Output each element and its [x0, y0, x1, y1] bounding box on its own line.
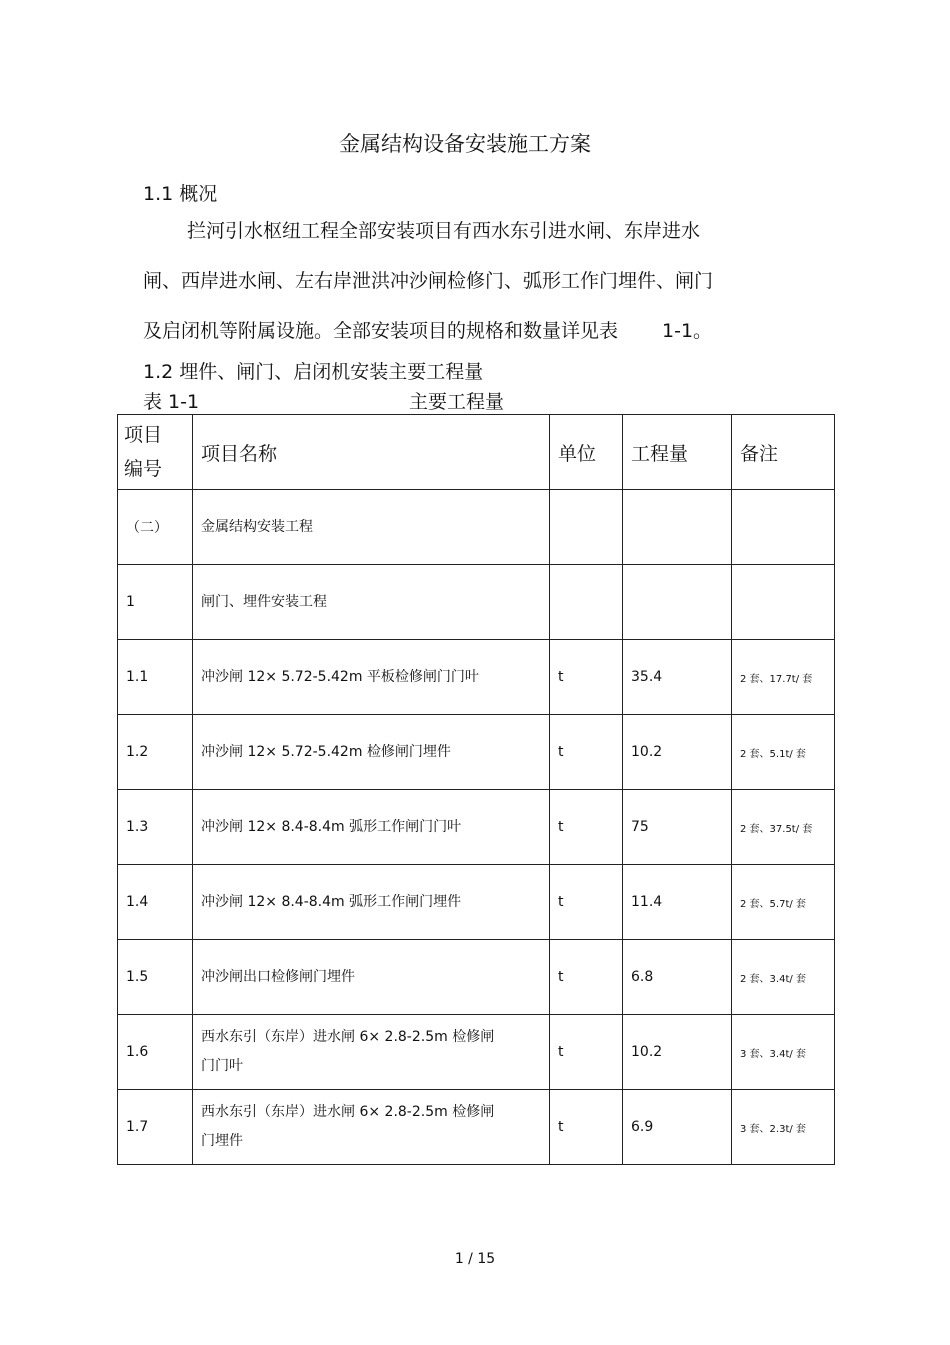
cell-qty	[623, 490, 732, 565]
cell-qty: 11.4	[623, 865, 732, 940]
cell-code: 1.3	[118, 790, 193, 865]
page-number: 1 / 15	[454, 1251, 496, 1267]
table-row	[118, 865, 835, 940]
header-note: 备注	[732, 415, 835, 490]
table-row	[118, 1090, 835, 1165]
cell-unit: t	[550, 715, 623, 790]
paragraph-line-3-text: 及启闭机等附属设施。全部安装项目的规格和数量详见表	[143, 320, 619, 342]
table-reference: 1-1。	[662, 320, 713, 342]
cell-note: 2 套、3.4t/ 套	[732, 940, 835, 1015]
table-row	[118, 715, 835, 790]
header-name: 项目名称	[193, 415, 550, 490]
cell-note: 3 套、2.3t/ 套	[732, 1090, 835, 1165]
cell-name: 冲沙闸 12× 5.72-5.42m 检修闸门埋件	[193, 715, 550, 790]
cell-note: 2 套、37.5t/ 套	[732, 790, 835, 865]
header-code	[118, 415, 193, 490]
cell-qty: 6.8	[623, 940, 732, 1015]
cell-note: 2 套、5.1t/ 套	[732, 715, 835, 790]
cell-code: 1.7	[118, 1090, 193, 1165]
paragraph-line-3	[143, 316, 712, 343]
cell-note: 3 套、3.4t/ 套	[732, 1015, 835, 1090]
table-row	[118, 790, 835, 865]
cell-name: 冲沙闸 12× 8.4-8.4m 弧形工作闸门门叶	[193, 790, 550, 865]
header-qty: 工程量	[623, 415, 732, 490]
cell-unit: t	[550, 940, 623, 1015]
paragraph-line-1: 拦河引水枢纽工程全部安装项目有西水东引进水闸、东岸进水	[187, 220, 701, 242]
cell-qty: 10.2	[623, 1015, 732, 1090]
cell-unit	[550, 490, 623, 565]
cell-unit: t	[550, 640, 623, 715]
table-caption-title: 主要工程量	[409, 391, 505, 413]
header-code-line2: 编号	[124, 458, 163, 480]
table-caption-number: 表 1-1	[143, 391, 200, 413]
cell-name: 闸门、埋件安装工程	[193, 565, 550, 640]
quantities-table	[117, 414, 835, 1165]
cell-qty: 35.4	[623, 640, 732, 715]
cell-unit: t	[550, 865, 623, 940]
cell-unit: t	[550, 1090, 623, 1165]
cell-code: （二）	[118, 490, 193, 565]
cell-qty: 10.2	[623, 715, 732, 790]
cell-code: 1	[118, 565, 193, 640]
cell-note: 2 套、17.7t/ 套	[732, 640, 835, 715]
cell-name-line2: 门埋件	[201, 1133, 243, 1149]
cell-note	[732, 490, 835, 565]
cell-qty: 6.9	[623, 1090, 732, 1165]
cell-unit	[550, 565, 623, 640]
table-row	[118, 940, 835, 1015]
section-heading-overview: 1.1 概况	[143, 183, 218, 205]
cell-name-line2: 门门叶	[201, 1058, 243, 1074]
cell-note: 2 套、5.7t/ 套	[732, 865, 835, 940]
cell-code: 1.4	[118, 865, 193, 940]
cell-name: 冲沙闸 12× 5.72-5.42m 平板检修闸门门叶	[193, 640, 550, 715]
cell-name: 冲沙闸 12× 8.4-8.4m 弧形工作闸门埋件	[193, 865, 550, 940]
paragraph-line-2: 闸、西岸进水闸、左右岸泄洪冲沙闸检修门、弧形工作门埋件、闸门	[143, 270, 714, 292]
section-heading-quantities: 1.2 埋件、闸门、启闭机安装主要工程量	[143, 361, 484, 383]
cell-name-line1: 西水东引（东岸）进水闸 6× 2.8-2.5m 检修闸	[201, 1104, 495, 1120]
cell-code: 1.2	[118, 715, 193, 790]
table-header-row	[118, 415, 835, 490]
cell-name-line1: 西水东引（东岸）进水闸 6× 2.8-2.5m 检修闸	[201, 1029, 495, 1045]
document-title: 金属结构设备安装施工方案	[339, 132, 591, 156]
table-row	[118, 490, 835, 565]
cell-qty: 75	[623, 790, 732, 865]
cell-unit: t	[550, 790, 623, 865]
header-code-line1: 项目	[124, 424, 163, 446]
table-row	[118, 1015, 835, 1090]
table-row	[118, 640, 835, 715]
header-unit: 单位	[550, 415, 623, 490]
table-row	[118, 565, 835, 640]
cell-code: 1.1	[118, 640, 193, 715]
cell-qty	[623, 565, 732, 640]
cell-name	[193, 1090, 550, 1165]
cell-name	[193, 1015, 550, 1090]
cell-name: 冲沙闸出口检修闸门埋件	[193, 940, 550, 1015]
cell-note	[732, 565, 835, 640]
cell-name: 金属结构安装工程	[193, 490, 550, 565]
cell-unit: t	[550, 1015, 623, 1090]
cell-code: 1.6	[118, 1015, 193, 1090]
cell-code: 1.5	[118, 940, 193, 1015]
